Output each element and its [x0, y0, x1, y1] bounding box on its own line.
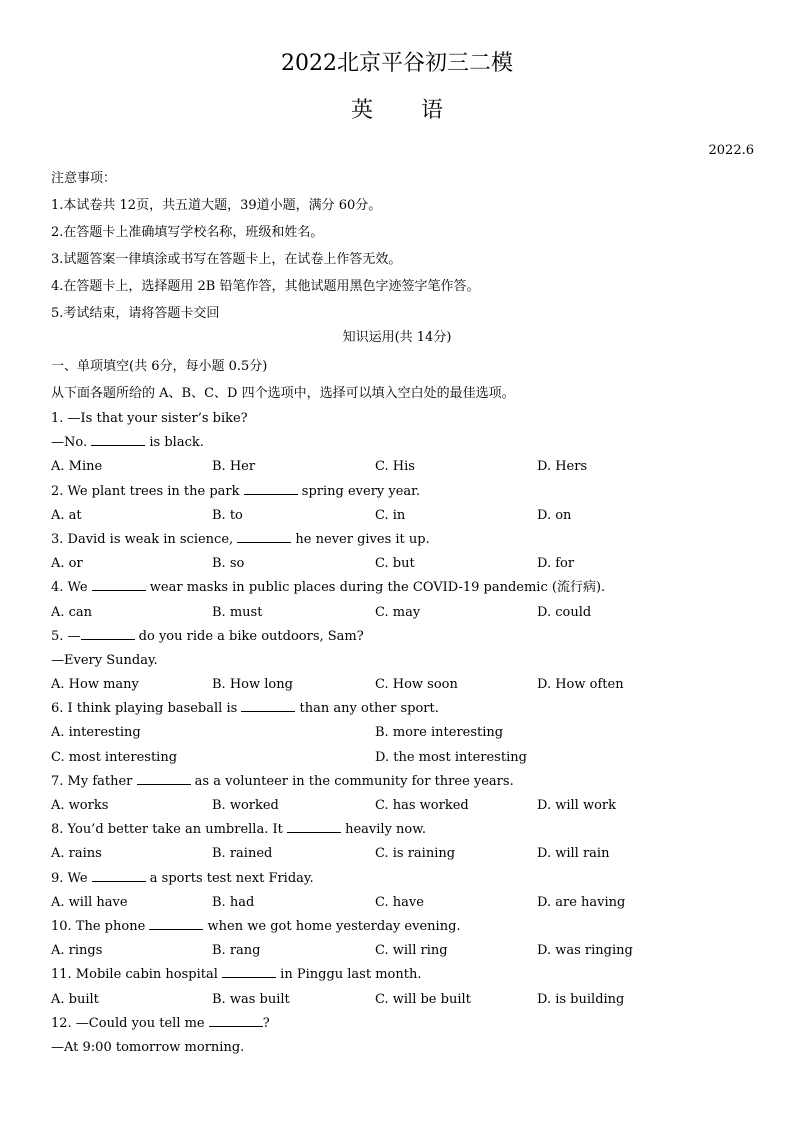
- option-b: B. rained: [212, 846, 273, 862]
- option-d: D. the most interesting: [375, 749, 527, 765]
- answer-blank: [237, 530, 291, 543]
- options-row: [51, 746, 751, 770]
- stem-text: 5. —: [51, 628, 81, 644]
- stem-text: do you ride a bike outdoors, Sam?: [134, 628, 364, 644]
- question-stem: [51, 697, 751, 721]
- option-b: B. was built: [212, 991, 290, 1007]
- subject-heading: [0, 97, 794, 125]
- notes-item: 3.试题答案一律填涂或书写在答题卡上，在试卷上作答无效。: [51, 252, 402, 267]
- question-stem: [51, 528, 751, 552]
- stem-text: than any other sport.: [295, 701, 439, 717]
- question-stem: [51, 480, 751, 504]
- options-row: [51, 601, 751, 625]
- option-b: B. Her: [212, 459, 256, 475]
- answer-blank: [91, 433, 145, 446]
- option-c: C. but: [375, 556, 415, 572]
- stem-text: in Pinggu last month.: [276, 967, 422, 983]
- options-row: [51, 673, 751, 697]
- options-row: [51, 794, 751, 818]
- option-b: B. worked: [212, 798, 279, 813]
- option-b: B. How long: [212, 677, 293, 693]
- options-row: [51, 988, 751, 1012]
- option-d: D. for: [537, 556, 575, 572]
- option-b: B. rang: [212, 943, 261, 959]
- option-c: C. will be built: [375, 991, 471, 1007]
- question-6: [51, 697, 751, 770]
- option-a: A. at: [51, 507, 82, 523]
- stem-text: —Every Sunday.: [51, 652, 158, 668]
- stem-text: 11. Mobile cabin hospital: [51, 967, 223, 983]
- option-d: D. is building: [537, 991, 625, 1007]
- option-d: D. are having: [537, 894, 626, 910]
- question-list: [51, 407, 751, 1060]
- stem-text: 10. The phone: [51, 918, 150, 934]
- question-1: [51, 407, 751, 480]
- part1-title: 一、单项填空(共 6分，每小题 0.5分): [51, 359, 268, 374]
- options-row: [51, 842, 751, 866]
- option-c: C. His: [375, 459, 415, 475]
- question-stem: [51, 625, 751, 649]
- answer-blank: [209, 1014, 263, 1027]
- option-c: C. is raining: [375, 846, 456, 862]
- option-a: A. rains: [51, 846, 102, 862]
- answer-blank: [222, 965, 276, 978]
- answer-blank: [81, 627, 135, 640]
- option-a: A. will have: [51, 894, 128, 910]
- option-d: D. was ringing: [537, 943, 633, 959]
- part1-instructions: 从下面各题所给的 A、B、C、D 四个选项中，选择可以填入空白处的最佳选项。: [51, 386, 515, 401]
- part1-header: [51, 353, 751, 407]
- stem-text: —No.: [51, 435, 92, 451]
- question-8: [51, 818, 751, 866]
- option-b: B. so: [212, 556, 245, 572]
- options-row: [51, 891, 751, 915]
- stem-text: heavily now.: [340, 822, 426, 838]
- question-12: [51, 1012, 751, 1060]
- option-a: A. built: [51, 991, 99, 1007]
- stem-text: is black.: [145, 435, 204, 451]
- option-a: A. or: [51, 556, 83, 572]
- option-a: A. Mine: [51, 459, 103, 475]
- question-stem: [51, 770, 751, 794]
- option-d: D. could: [537, 604, 592, 620]
- option-d: D. How often: [537, 677, 624, 693]
- question-10: [51, 915, 751, 963]
- subject-char-right: 语: [421, 98, 444, 123]
- question-3: [51, 528, 751, 576]
- notes-item: 2.在答题卡上准确填写学校名称，班级和姓名。: [51, 225, 324, 240]
- options-row: [51, 552, 751, 576]
- section-heading: 知识运用(共 14分): [342, 330, 452, 345]
- option-a: A. can: [51, 604, 93, 620]
- stem-text: ?: [262, 1015, 270, 1031]
- question-11: [51, 963, 751, 1011]
- answer-blank: [244, 482, 298, 495]
- option-a: A. rings: [51, 943, 103, 959]
- option-b: B. had: [212, 894, 255, 910]
- options-row: [51, 939, 751, 963]
- option-c: C. in: [375, 507, 406, 523]
- answer-blank: [92, 578, 146, 591]
- option-c: C. will ring: [375, 943, 448, 959]
- option-a: A. interesting: [51, 725, 141, 741]
- question-stem: [51, 963, 751, 987]
- question-stem: [51, 818, 751, 842]
- stem-text: —At 9:00 tomorrow morning.: [51, 1039, 245, 1055]
- exam-date: 2022.6: [708, 143, 754, 158]
- options-row: [51, 455, 751, 479]
- option-d: D. on: [537, 507, 572, 523]
- stem-text: 9. We: [51, 870, 92, 886]
- notes-item: 5.考试结束，请将答题卡交回: [51, 306, 220, 321]
- stem-text: 12. —Could you tell me: [51, 1015, 209, 1031]
- question-stem: [51, 915, 751, 939]
- stem-text: as a volunteer in the community for three years.: [190, 773, 514, 789]
- question-stem: [51, 576, 751, 600]
- notes-block: [51, 165, 751, 327]
- answer-blank: [241, 699, 295, 712]
- option-c: C. How soon: [375, 677, 458, 693]
- notes-item: 1.本试卷共 12页，共五道大题，39道小题，满分 60分。: [51, 198, 382, 213]
- stem-text: 1. —Is that your sister’s bike?: [51, 411, 248, 426]
- stem-text: spring every year.: [297, 483, 421, 499]
- answer-blank: [137, 772, 191, 785]
- answer-blank: [92, 869, 146, 882]
- option-c: C. may: [375, 604, 421, 620]
- stem-text: a sports test next Friday.: [145, 870, 314, 886]
- question-stem: [51, 867, 751, 891]
- question-stem: [51, 649, 751, 673]
- stem-text: 3. David is weak in science,: [51, 531, 238, 547]
- subject-char-left: 英: [350, 98, 373, 123]
- question-stem: [51, 1012, 751, 1036]
- option-b: B. to: [212, 507, 243, 523]
- option-c: C. most interesting: [51, 749, 178, 765]
- option-d: D. will work: [537, 798, 617, 813]
- option-b: B. must: [212, 604, 263, 620]
- option-b: B. more interesting: [375, 725, 504, 741]
- option-c: C. have: [375, 894, 424, 910]
- notes-heading: 注意事项：: [51, 171, 117, 186]
- option-a: A. How many: [51, 677, 139, 693]
- stem-text: 4. We: [51, 580, 92, 596]
- stem-text: 6. I think playing baseball is: [51, 701, 242, 717]
- option-d: D. will rain: [537, 846, 610, 862]
- question-7: [51, 770, 751, 818]
- answer-blank: [149, 917, 203, 930]
- question-stem: [51, 1036, 751, 1060]
- question-4: [51, 576, 751, 624]
- notes-item: 4.在答题卡上，选择题用 2B 铅笔作答，其他试题用黑色字迹签字笔作答。: [51, 279, 480, 294]
- options-row: [51, 504, 751, 528]
- option-c: C. has worked: [375, 798, 469, 813]
- stem-text: he never gives it up.: [291, 531, 430, 547]
- exam-title: 2022北京平谷初三二模: [281, 51, 513, 76]
- question-stem: [51, 431, 751, 455]
- options-row: [51, 721, 751, 745]
- stem-text: 7. My father: [51, 773, 137, 789]
- stem-text: 2. We plant trees in the park: [51, 483, 244, 499]
- stem-text: when we got home yesterday evening.: [203, 918, 461, 934]
- option-d: D. Hers: [537, 459, 588, 475]
- question-5: [51, 625, 751, 698]
- question-2: [51, 480, 751, 528]
- answer-blank: [287, 820, 341, 833]
- option-a: A. works: [51, 798, 109, 813]
- stem-text: wear masks in public places during the COVID-19 pandemic (流行病).: [145, 580, 606, 596]
- question-stem: [51, 407, 751, 431]
- stem-text: 8. You’d better take an umbrella. It: [51, 822, 287, 838]
- question-9: [51, 867, 751, 915]
